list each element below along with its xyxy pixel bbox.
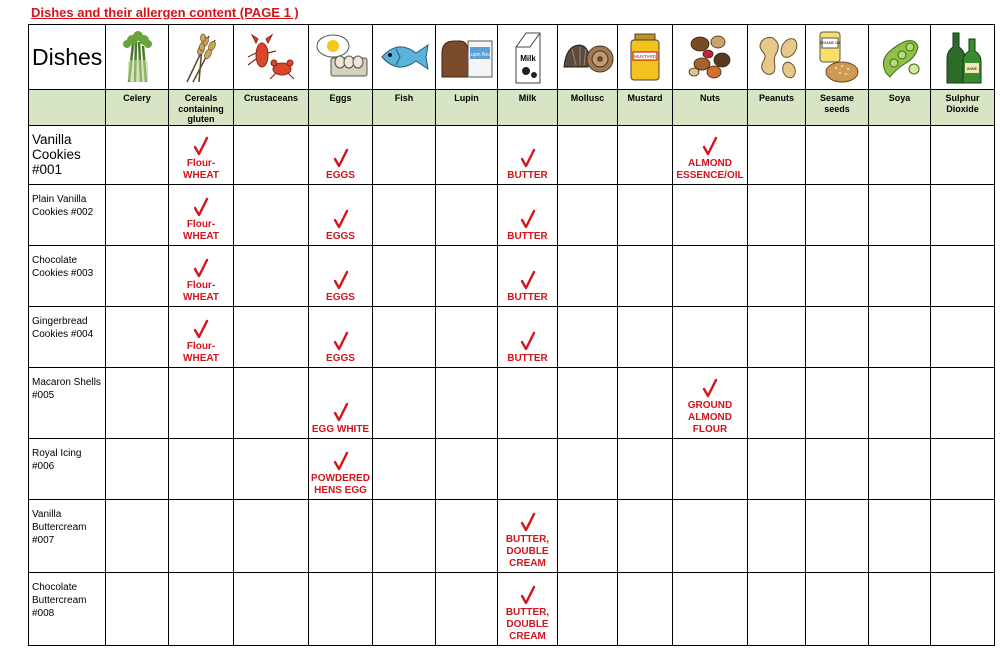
check-mark-icon: [193, 197, 209, 217]
allergen-mark: [169, 246, 233, 306]
allergen-source-label: EGGS: [326, 352, 355, 364]
allergen-icon-cell: [373, 25, 436, 90]
allergen-cell: [234, 184, 309, 245]
allergen-cell: [169, 306, 234, 367]
allergen-cell: [106, 499, 169, 572]
dish-name: Chocolate Cookies #003: [29, 245, 106, 306]
allergen-mark: [498, 500, 557, 572]
allergen-cell: [806, 125, 869, 184]
allergen-cell: [373, 245, 436, 306]
allergen-cell: [373, 184, 436, 245]
allergen-cell: [806, 184, 869, 245]
allergen-cell: [309, 245, 373, 306]
allergen-cell: [436, 125, 498, 184]
allergen-source-label: EGGS: [326, 291, 355, 303]
allergen-cell: [869, 125, 931, 184]
check-mark-icon: [333, 270, 349, 290]
allergen-source-label: Flour-WHEAT: [183, 340, 219, 364]
check-mark-icon: [702, 378, 718, 398]
allergen-source-label: Flour-WHEAT: [183, 157, 219, 181]
svg-text:Lupin flour: Lupin flour: [467, 52, 492, 58]
allergen-mark: [169, 307, 233, 367]
allergen-cell: [748, 499, 806, 572]
allergen-cell: [309, 572, 373, 645]
allergen-cell: [169, 125, 234, 184]
allergen-icon-cell: [234, 25, 309, 90]
allergen-mark: [673, 368, 747, 438]
crustacean-icon: [234, 31, 308, 83]
allergen-cell: [673, 184, 748, 245]
allergen-mark: [169, 185, 233, 245]
allergen-mark: [309, 246, 372, 306]
allergen-name-lupin: Lupin: [436, 90, 498, 126]
allergen-icon-cell: [673, 25, 748, 90]
allergen-cell: [169, 245, 234, 306]
allergen-source-label: BUTTER: [507, 352, 548, 364]
allergen-cell: [436, 367, 498, 438]
allergen-source-label: EGG WHITE: [311, 423, 370, 435]
allergen-mark: [309, 126, 372, 184]
allergen-cell: [169, 572, 234, 645]
allergen-name-crustaceans: Crustaceans: [234, 90, 309, 126]
allergen-cell: [498, 367, 558, 438]
dish-name: Vanilla Buttercream #007: [29, 499, 106, 572]
allergen-cell: [558, 499, 618, 572]
allergen-cell: [673, 438, 748, 499]
allergen-source-label: BUTTER: [507, 291, 548, 303]
allergen-source-label: BUTTER, DOUBLE CREAM: [505, 606, 550, 642]
allergen-source-label: ALMOND ESSENCE/OIL: [676, 157, 744, 181]
peanuts-icon: [748, 32, 805, 82]
allergen-cell: [309, 367, 373, 438]
dishes-header: Dishes: [29, 25, 106, 90]
allergen-cell: [558, 184, 618, 245]
allergen-cell: [436, 184, 498, 245]
allergen-name-soya: Soya: [869, 90, 931, 126]
allergen-cell: [806, 572, 869, 645]
allergen-mark: [498, 126, 557, 184]
allergen-cell: [558, 367, 618, 438]
allergen-name-peanuts: Peanuts: [748, 90, 806, 126]
celery-icon: [106, 30, 168, 84]
allergen-cell: [806, 245, 869, 306]
allergen-mark: [309, 439, 372, 499]
dish-name: Vanilla Cookies #001: [29, 125, 106, 184]
allergen-cell: [106, 184, 169, 245]
allergen-cell: [106, 572, 169, 645]
allergen-cell: [373, 438, 436, 499]
allergen-cell: [234, 367, 309, 438]
check-mark-icon: [333, 209, 349, 229]
allergen-cell: [436, 306, 498, 367]
allergen-cell: [618, 306, 673, 367]
allergen-cell: [498, 438, 558, 499]
check-mark-icon: [193, 136, 209, 156]
nuts-icon: [673, 32, 747, 82]
wine-icon: [931, 29, 994, 85]
allergen-cell: [373, 572, 436, 645]
allergen-name-celery: Celery: [106, 90, 169, 126]
allergen-name-mustard: Mustard: [618, 90, 673, 126]
allergen-cell: [498, 125, 558, 184]
wheat-icon: [169, 30, 233, 84]
dish-name: Plain Vanilla Cookies #002: [29, 184, 106, 245]
allergen-mark: [169, 126, 233, 184]
allergen-cell: [931, 245, 995, 306]
allergen-mark: [498, 573, 557, 645]
allergen-icon-cell: [106, 25, 169, 90]
allergen-source-label: BUTTER: [507, 230, 548, 242]
allergen-table: [28, 24, 995, 646]
allergen-cell: [558, 245, 618, 306]
allergen-cell: [169, 499, 234, 572]
allergen-cell: [673, 245, 748, 306]
eggs-icon: [309, 32, 372, 82]
empty-header-cell: [29, 90, 106, 126]
allergen-name-eggs: Eggs: [309, 90, 373, 126]
allergen-cell: [869, 184, 931, 245]
allergen-cell: [869, 499, 931, 572]
allergen-mark: [309, 368, 372, 438]
allergen-cell: [618, 499, 673, 572]
allergen-cell: [373, 499, 436, 572]
allergen-cell: [234, 245, 309, 306]
allergen-cell: [169, 184, 234, 245]
table-row: [29, 306, 995, 367]
icon-row: [29, 25, 995, 90]
allergen-source-label: Flour-WHEAT: [183, 218, 219, 242]
allergen-cell: [373, 306, 436, 367]
allergen-cell: [498, 306, 558, 367]
allergen-name-nuts: Nuts: [673, 90, 748, 126]
allergen-cell: [558, 306, 618, 367]
allergen-cell: [806, 306, 869, 367]
allergen-cell: [498, 572, 558, 645]
check-mark-icon: [193, 319, 209, 339]
allergen-cell: [106, 245, 169, 306]
check-mark-icon: [193, 258, 209, 278]
allergen-cell: [618, 367, 673, 438]
allergen-cell: [673, 499, 748, 572]
allergen-cell: [436, 572, 498, 645]
allergen-cell: [748, 125, 806, 184]
svg-text:SESAME OIL: SESAME OIL: [819, 41, 841, 45]
svg-text:WINE: WINE: [966, 66, 977, 71]
allergen-cell: [436, 438, 498, 499]
allergen-cell: [673, 572, 748, 645]
allergen-source-label: GROUND ALMOND FLOUR: [687, 399, 733, 435]
allergen-cell: [558, 572, 618, 645]
milk-icon: [498, 29, 557, 85]
allergen-cell: [309, 125, 373, 184]
allergen-name-sulphur-dioxide: Sulphur Dioxide: [931, 90, 995, 126]
allergen-mark: [673, 126, 747, 184]
allergen-cell: [931, 306, 995, 367]
allergen-name-fish: Fish: [373, 90, 436, 126]
table-row: [29, 245, 995, 306]
allergen-mark: [498, 246, 557, 306]
allergen-cell: [618, 184, 673, 245]
page-title: Dishes and their allergen content (PAGE 1 ): [31, 5, 299, 20]
table-row: [29, 184, 995, 245]
allergen-cell: [931, 184, 995, 245]
allergen-name-sesame-seeds: Sesame seeds: [806, 90, 869, 126]
allergen-cell: [806, 438, 869, 499]
allergen-cell: [618, 572, 673, 645]
allergen-icon-cell: [931, 25, 995, 90]
allergen-source-label: BUTTER, DOUBLE CREAM: [505, 533, 550, 569]
table-row: [29, 499, 995, 572]
allergen-cell: [748, 184, 806, 245]
check-mark-icon: [520, 148, 536, 168]
fish-icon: [373, 37, 435, 77]
allergen-cell: [106, 367, 169, 438]
allergen-icon-cell: [748, 25, 806, 90]
allergen-icon-cell: [806, 25, 869, 90]
allergen-cell: [373, 125, 436, 184]
allergen-cell: [869, 438, 931, 499]
allergen-cell: [106, 125, 169, 184]
allergen-mark: [498, 185, 557, 245]
allergen-cell: [806, 367, 869, 438]
dish-name: Royal Icing #006: [29, 438, 106, 499]
allergen-cell: [498, 245, 558, 306]
check-mark-icon: [520, 331, 536, 351]
sesame-icon: [806, 30, 868, 84]
allergen-cell: [931, 499, 995, 572]
allergen-cell: [931, 367, 995, 438]
dish-name: Chocolate Buttercream #008: [29, 572, 106, 645]
allergen-cell: [234, 499, 309, 572]
mollusc-icon: [558, 37, 617, 77]
allergen-mark: [498, 307, 557, 367]
allergen-icon-cell: [618, 25, 673, 90]
allergen-cell: [558, 438, 618, 499]
check-mark-icon: [333, 331, 349, 351]
allergen-cell: [498, 184, 558, 245]
allergen-cell: [931, 125, 995, 184]
check-mark-icon: [333, 451, 349, 471]
allergen-cell: [558, 125, 618, 184]
allergen-source-label: Flour-WHEAT: [183, 279, 219, 303]
allergen-cell: [869, 245, 931, 306]
allergen-name-cereals-containing-gluten: Cereals containing gluten: [169, 90, 234, 126]
check-mark-icon: [520, 209, 536, 229]
allergen-name-mollusc: Mollusc: [558, 90, 618, 126]
allergen-cell: [234, 306, 309, 367]
table-row: [29, 367, 995, 438]
allergen-icon-cell: [558, 25, 618, 90]
allergen-cell: [748, 572, 806, 645]
allergen-cell: [498, 499, 558, 572]
check-mark-icon: [520, 585, 536, 605]
allergen-icon-cell: [169, 25, 234, 90]
mustard-icon: [618, 32, 672, 82]
allergen-icon-cell: [436, 25, 498, 90]
allergen-cell: [869, 306, 931, 367]
allergen-cell: [436, 245, 498, 306]
allergen-cell: [869, 367, 931, 438]
allergen-cell: [673, 125, 748, 184]
table-row: [29, 572, 995, 645]
svg-text:MUSTARD: MUSTARD: [634, 54, 656, 59]
allergen-cell: [169, 367, 234, 438]
check-mark-icon: [702, 136, 718, 156]
allergen-icon-cell: [309, 25, 373, 90]
table-row: [29, 438, 995, 499]
allergen-cell: [618, 438, 673, 499]
allergen-cell: [673, 306, 748, 367]
allergen-name-milk: Milk: [498, 90, 558, 126]
allergen-cell: [618, 245, 673, 306]
allergen-cell: [309, 184, 373, 245]
allergen-cell: [673, 367, 748, 438]
allergen-source-label: POWDERED HENS EGG: [311, 472, 370, 496]
allergen-source-label: EGGS: [326, 230, 355, 242]
check-mark-icon: [520, 270, 536, 290]
dish-name: Macaron Shells #005: [29, 367, 106, 438]
allergen-cell: [931, 572, 995, 645]
allergen-source-label: EGGS: [326, 169, 355, 181]
check-mark-icon: [333, 402, 349, 422]
check-mark-icon: [333, 148, 349, 168]
allergen-name-row: [29, 90, 995, 126]
lupin-flour-icon: [436, 35, 497, 79]
allergen-cell: [618, 125, 673, 184]
allergen-icon-cell: [869, 25, 931, 90]
allergen-source-label: BUTTER: [507, 169, 548, 181]
allergen-cell: [748, 306, 806, 367]
allergen-cell: [169, 438, 234, 499]
soya-icon: [869, 33, 930, 81]
table-row: [29, 125, 995, 184]
allergen-cell: [931, 438, 995, 499]
allergen-mark: [309, 307, 372, 367]
dish-name: Gingerbread Cookies #004: [29, 306, 106, 367]
allergen-cell: [234, 125, 309, 184]
allergen-cell: [106, 438, 169, 499]
svg-text:Milk: Milk: [519, 54, 536, 63]
allergen-cell: [748, 245, 806, 306]
allergen-cell: [436, 499, 498, 572]
allergen-mark: [309, 185, 372, 245]
allergen-cell: [869, 572, 931, 645]
allergen-cell: [106, 306, 169, 367]
allergen-cell: [373, 367, 436, 438]
check-mark-icon: [520, 512, 536, 532]
allergen-cell: [309, 499, 373, 572]
allergen-cell: [234, 438, 309, 499]
allergen-cell: [748, 367, 806, 438]
allergen-cell: [309, 438, 373, 499]
allergen-cell: [806, 499, 869, 572]
allergen-cell: [309, 306, 373, 367]
allergen-cell: [234, 572, 309, 645]
allergen-icon-cell: [498, 25, 558, 90]
allergen-cell: [748, 438, 806, 499]
